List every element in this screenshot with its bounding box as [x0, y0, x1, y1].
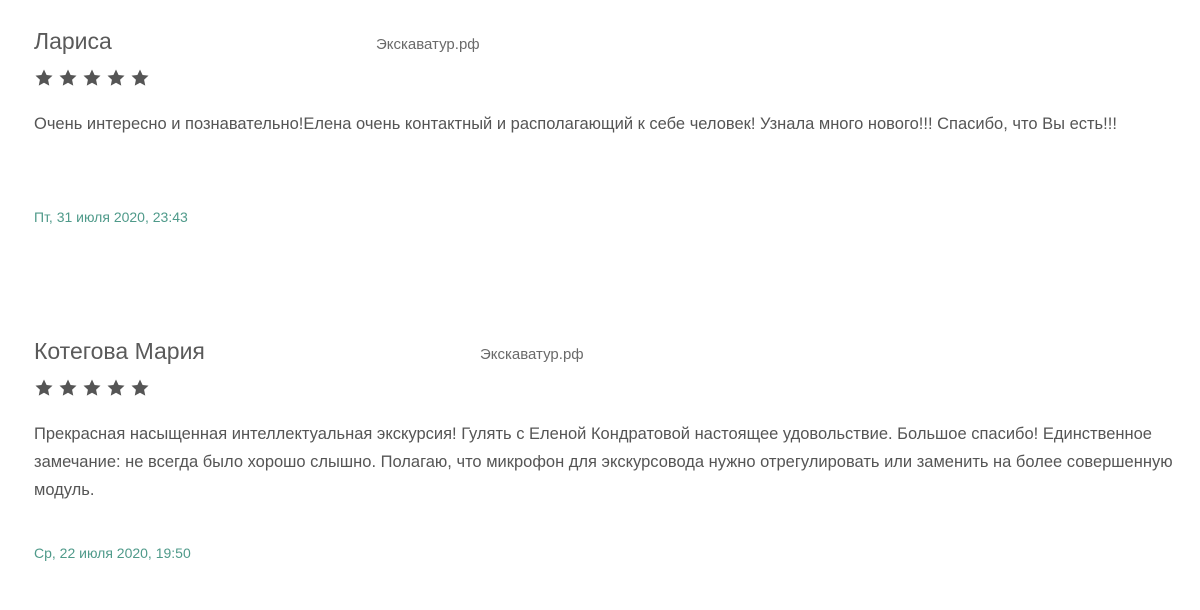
star-icon [106, 378, 126, 398]
review-header [34, 28, 1174, 58]
star-icon [82, 68, 102, 88]
star-icon [82, 378, 102, 398]
star-icon [34, 378, 54, 398]
star-icon [130, 378, 150, 398]
star-rating [34, 68, 150, 88]
review-date: Пт, 31 июля 2020, 23:43 [34, 209, 188, 225]
star-icon [34, 68, 54, 88]
star-rating [34, 378, 150, 398]
review-card [34, 338, 1174, 561]
review-card [34, 28, 1174, 225]
review-text: Очень интересно и познавательно!Елена очень контактный и располагающий к себе человек! Узнала много нового!!! Спасибо, что Вы есть!!! [34, 115, 1117, 133]
star-icon [58, 378, 78, 398]
review-source: Экскаватур.рф [480, 346, 584, 363]
star-icon [130, 68, 150, 88]
review-author: Лариса [34, 28, 112, 54]
star-icon [58, 68, 78, 88]
review-source: Экскаватур.рф [376, 36, 480, 53]
review-text: Прекрасная насыщенная интеллектуальная экскурсия! Гулять с Еленой Кондратовой настоящее удовольствие. Большое спасибо! Единственное замечание: не всегда было хорошо слышно. Полагаю, что микрофон для экскурсовода нужно отрегулировать или заменить на более совершенную модуль. [34, 425, 1173, 499]
star-icon [106, 68, 126, 88]
review-date: Ср, 22 июля 2020, 19:50 [34, 545, 191, 561]
review-author: Котегова Мария [34, 338, 205, 364]
review-header [34, 338, 1174, 368]
